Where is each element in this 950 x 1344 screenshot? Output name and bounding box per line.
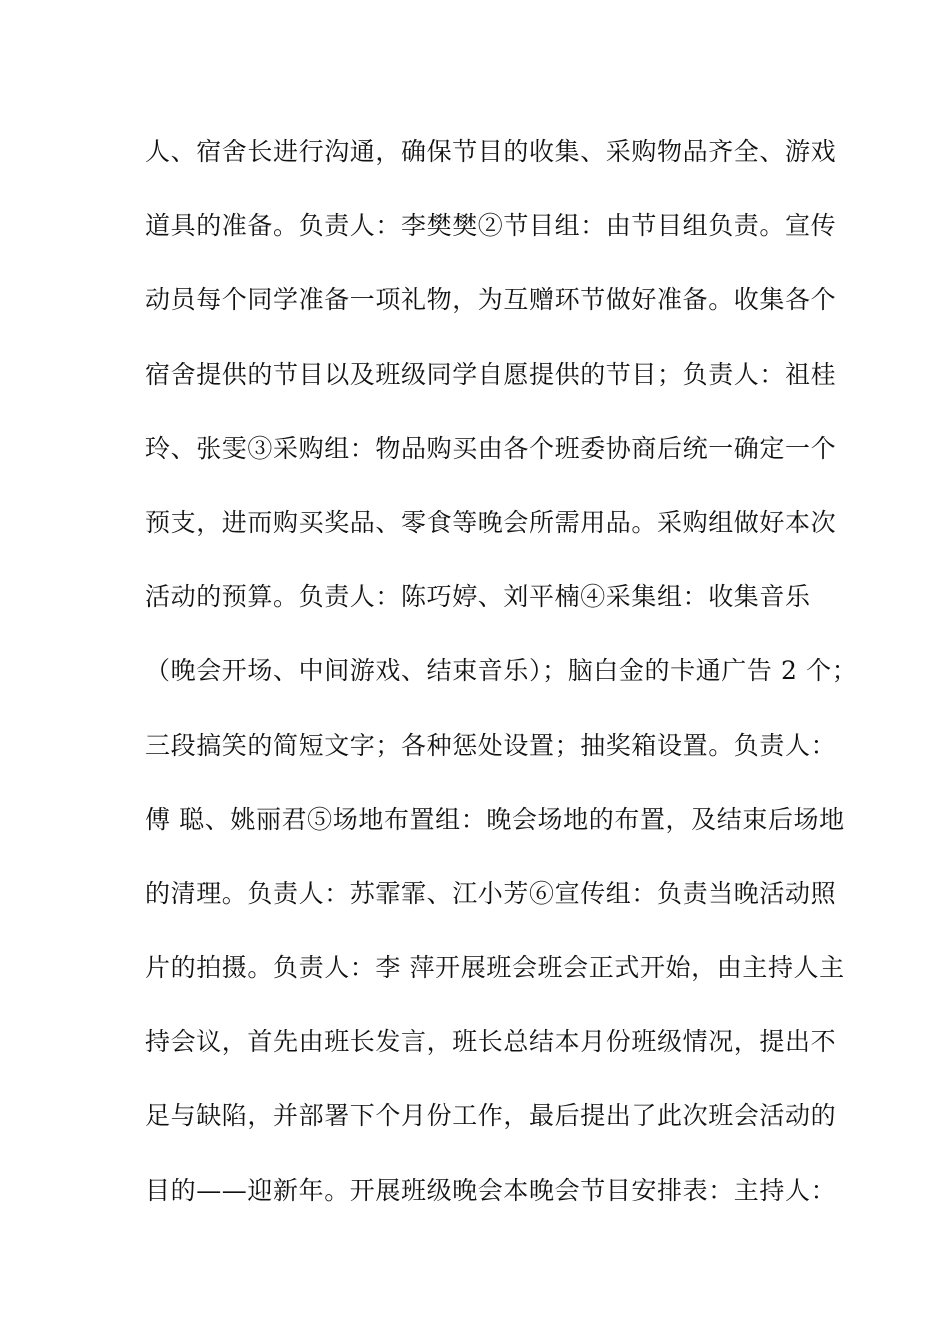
text-line: 玲、张雯③采购组：物品购买由各个班委协商后统一确定一个 <box>145 433 837 463</box>
text-line: （晚会开场、中间游戏、结束音乐）；脑白金的卡通广告 2 个； <box>145 656 858 686</box>
text-line: 三段搞笑的简短文字；各种惩处设置；抽奖箱设置。负责人： <box>145 730 837 760</box>
text-line: 傅 聪、姚丽君⑤场地布置组：晚会场地的布置，及结束后场地 <box>145 804 845 834</box>
text-line: 片的拍摄。负责人：李 萍开展班会班会正式开始，由主持人主 <box>145 953 845 983</box>
text-line: 足与缺陷，并部署下个月份工作，最后提出了此次班会活动的 <box>145 1101 837 1131</box>
text-line: 动员每个同学准备一项礼物，为互赠环节做好准备。收集各个 <box>145 285 837 315</box>
text-line: 宿舍提供的节目以及班级同学自愿提供的节目；负责人：祖桂 <box>145 359 837 389</box>
text-line: 道具的准备。负责人：李樊樊②节目组：由节目组负责。宣传 <box>145 211 837 241</box>
text-line: 持会议，首先由班长发言，班长总结本月份班级情况，提出不 <box>145 1027 837 1057</box>
document-body <box>145 128 858 1241</box>
text-line: 目的——迎新年。开展班级晚会本晚会节目安排表：主持人： <box>145 1175 837 1205</box>
text-line: 人、宿舍长进行沟通，确保节目的收集、采购物品齐全、游戏 <box>145 137 837 166</box>
text-line: 预支，进而购买奖品、零食等晚会所需用品。采购组做好本次 <box>145 507 837 537</box>
text-line: 活动的预算。负责人：陈巧婷、刘平楠④采集组：收集音乐 <box>145 582 811 612</box>
text-line: 的清理。负责人：苏霏霏、江小芳⑥宣传组：负责当晚活动照 <box>145 878 837 908</box>
